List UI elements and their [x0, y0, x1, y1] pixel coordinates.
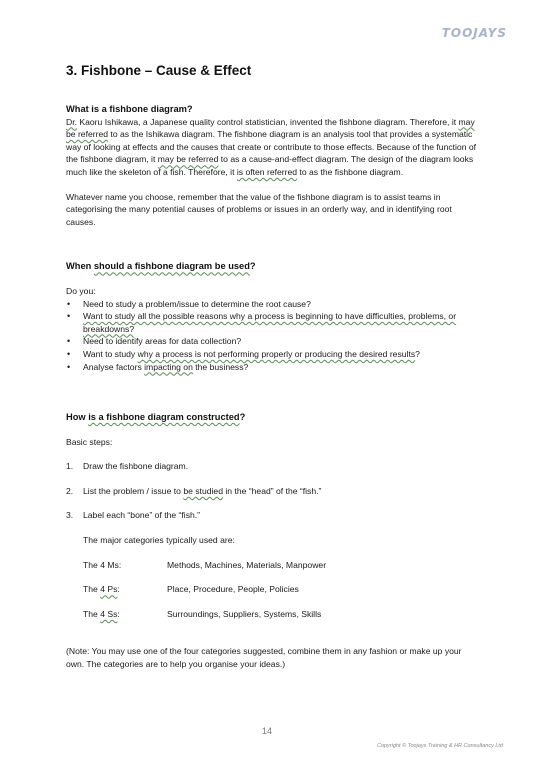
- basic-steps-label: Basic steps:: [66, 436, 113, 447]
- list-item: [66, 310, 482, 335]
- list-item: [66, 348, 482, 361]
- step-item: [66, 509, 482, 522]
- grammar-marked-text: be studied: [183, 485, 223, 496]
- grammar-marked-text: is often referred: [236, 166, 298, 177]
- list-item: [66, 361, 482, 374]
- category-value: Methods, Machines, Materials, Manpower: [167, 559, 327, 570]
- grammar-marked-text: may be referred: [66, 116, 475, 140]
- text-run: to as a cause-and-effect diagram. The design of the diagram looks much like the skeleton of a fish. Therefore, it: [66, 154, 474, 177]
- text-run: ?: [415, 348, 420, 359]
- brand-logo-text: TOOJAYS: [441, 26, 507, 40]
- step-number: 3.: [66, 510, 74, 521]
- grammar-marked-text: is a fishbone diagram constructed: [88, 412, 240, 423]
- text-run: the business?: [192, 361, 249, 372]
- document-body: [66, 103, 482, 671]
- text-run: List the problem / issue to: [83, 485, 184, 496]
- text-run: to as the fishbone diagram.: [297, 166, 404, 177]
- category-label: [83, 608, 167, 621]
- text-run: When: [66, 261, 94, 272]
- spell-marked-text: 4 Ps: [100, 584, 118, 595]
- text-run: :: [117, 608, 120, 619]
- categories-intro: The major categories typically used are:: [83, 535, 235, 546]
- section-heading-how: [66, 411, 482, 424]
- category-row-4ps: [66, 583, 482, 596]
- text-run: ?: [249, 261, 256, 272]
- grammar-marked-text: Want to study all the possible reasons why a process is beginning to have difficulties, problems, or breakdowns?: [83, 311, 457, 334]
- paragraph-value: Whatever name you choose, remember that the value of the fishbone diagram is to assist teams in categorising the many potential causes of problems or issues in an orderly way, and in identifying root causes.: [66, 191, 452, 227]
- grammar-marked-text: impacting on: [144, 361, 193, 372]
- text-run: Want to study: [83, 348, 138, 359]
- category-label: [83, 583, 167, 596]
- page-number: 14: [262, 726, 273, 736]
- page-title: 3. Fishbone – Cause & Effect: [66, 63, 252, 78]
- bullet-list: [66, 298, 482, 374]
- spell-marked-text: Dr.: [66, 116, 77, 127]
- category-row-4ss: [66, 608, 482, 621]
- grammar-marked-text: should a fishbone diagram be used: [93, 261, 250, 272]
- category-row-4ms: [66, 559, 482, 572]
- category-value: Surroundings, Suppliers, Systems, Skills: [167, 608, 322, 619]
- category-label: The 4 Ms:: [83, 559, 122, 570]
- step-text: Label each “bone” of the “fish.”: [83, 510, 201, 521]
- step-number: 1.: [66, 461, 74, 472]
- grammar-marked-text: why a process is not performing properly or producing the desired results: [137, 348, 416, 359]
- text-run: The: [83, 584, 101, 595]
- spell-marked-text: 4 Ss: [100, 608, 118, 619]
- section-heading-when: [66, 260, 482, 273]
- paragraph-ishikawa: [66, 116, 482, 179]
- step-number: 2.: [66, 485, 74, 496]
- grammar-marked-text: may be referred: [157, 154, 219, 165]
- text-run: Analyse factors: [83, 361, 145, 372]
- list-item: • Need to study a problem/issue to determine the root cause?: [66, 298, 482, 311]
- category-value: Place, Procedure, People, Policies: [167, 584, 299, 595]
- list-item: • Need to identify areas for data collection?: [66, 335, 482, 348]
- step-text: Draw the fishbone diagram.: [83, 461, 189, 472]
- step-item: [66, 460, 482, 473]
- text-run: :: [117, 584, 120, 595]
- text-run: Kaoru Ishikawa, a Japanese quality control statistician, invented the fishbone diagram. Therefore, it: [76, 116, 459, 127]
- do-you-label: Do you:: [66, 285, 96, 296]
- text-run: ?: [239, 412, 246, 423]
- section-heading-what: What is a fishbone diagram?: [66, 104, 193, 114]
- step-item: [66, 485, 482, 498]
- text-run: in the “head” of the “fish.”: [222, 485, 322, 496]
- text-run: How: [66, 412, 89, 423]
- text-run: The: [83, 608, 101, 619]
- note-paragraph: (Note: You may use one of the four categories suggested, combine them in any fashion or make up your own. The categories are to help you organise your ideas.): [66, 646, 462, 670]
- text-run: to as the Ishikawa diagram. The fishbone diagram is an analysis tool that provides a systematic way of looking at effects and the causes that create or contribute to those effects. Because of the function of the fishbone diagram, it: [66, 129, 477, 165]
- copyright-notice: Copyright © Toojays Training & HR Consultancy Ltd: [376, 743, 503, 749]
